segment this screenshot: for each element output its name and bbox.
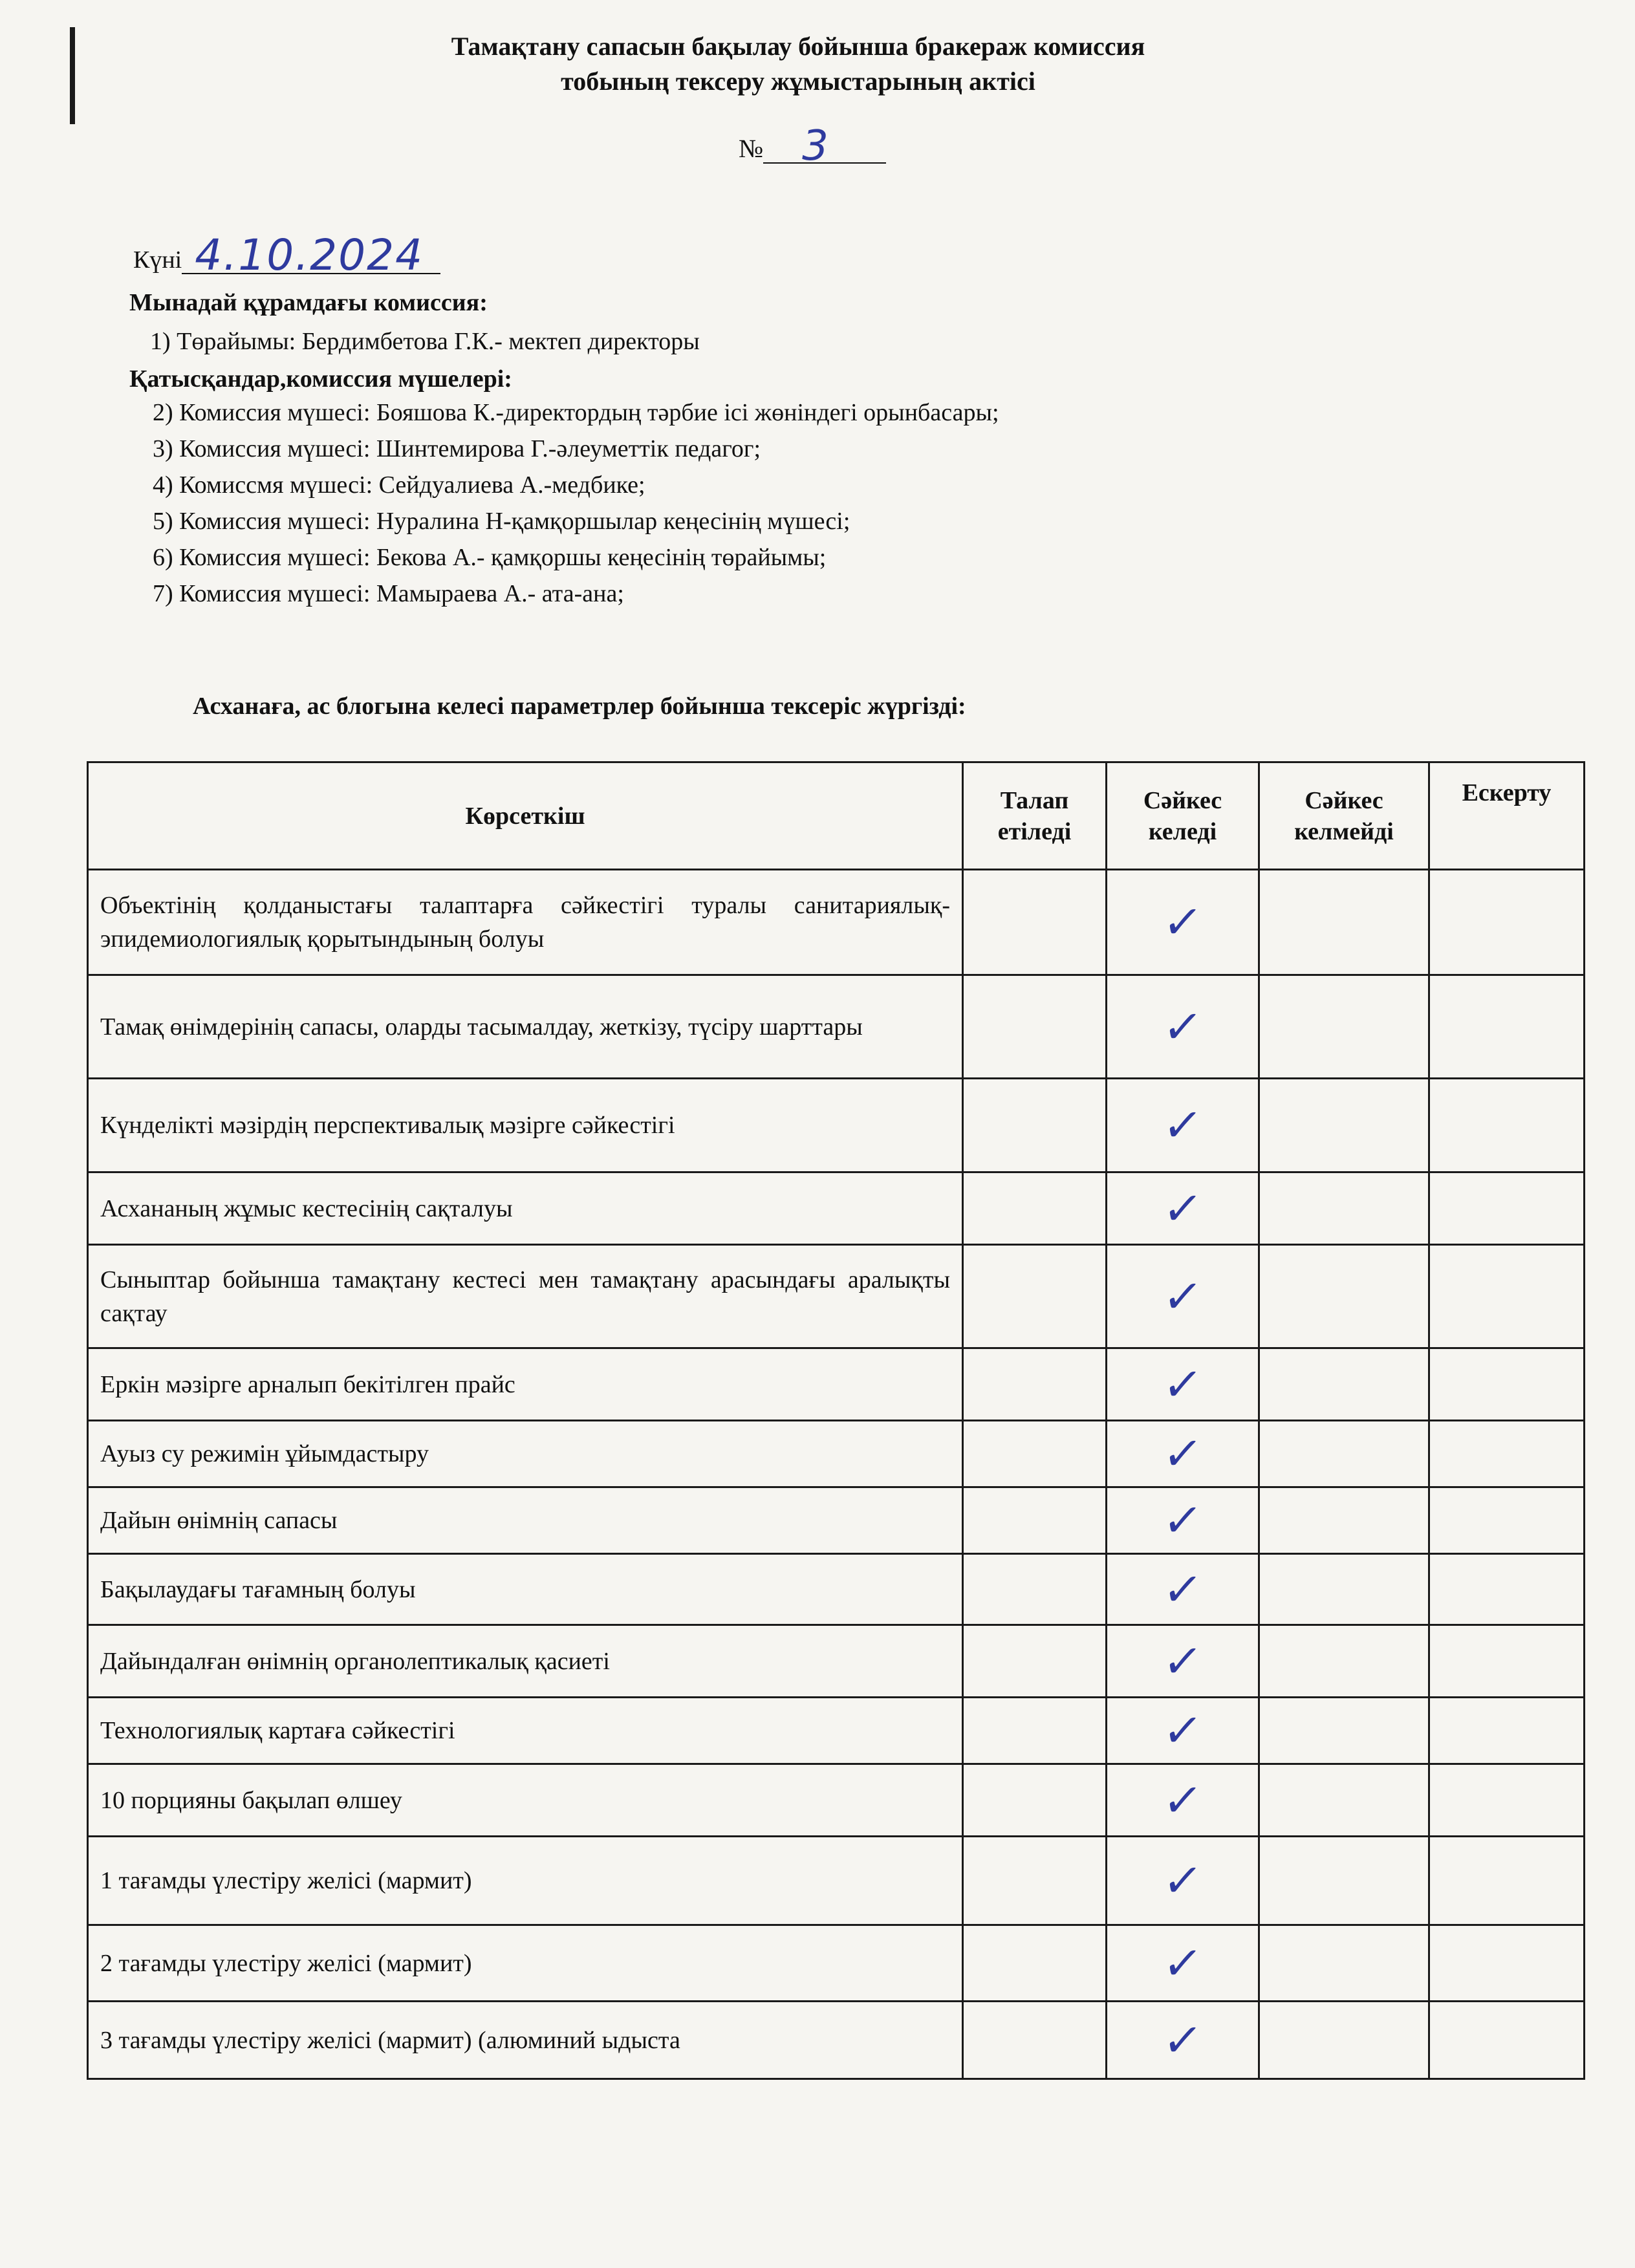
required-cell — [963, 1698, 1107, 1764]
date-label: Күні — [133, 246, 182, 274]
complies-cell — [1107, 1837, 1259, 1925]
indicator-cell: Сыныптар бойынша тамақтану кестесі мен тамақтану арасындағы аралықты сақтау — [88, 1245, 963, 1348]
act-number — [739, 122, 886, 170]
table-row — [88, 2002, 1585, 2079]
member-line: 6) Комиссия мүшесі: Бекова А.- қамқоршы кеңесінің төрайымы; — [153, 544, 827, 571]
member-line: 3) Комиссия мүшесі: Шинтемирова Г.-әлеуметтік педагог; — [153, 435, 761, 462]
table-row — [88, 1245, 1585, 1348]
handwritten-check-icon: ✓ — [1160, 1269, 1206, 1323]
act-date — [133, 230, 440, 280]
col-header-indicator: Көрсеткіш — [88, 762, 963, 870]
commission-heading: Мынадай құрамдағы комиссия: — [129, 289, 488, 316]
handwritten-check-icon: ✓ — [1160, 1562, 1206, 1616]
required-cell — [963, 1348, 1107, 1421]
complies-cell — [1107, 1245, 1259, 1348]
indicator-cell: 3 тағамды үлестіру желісі (мармит) (алюминий ыдыста — [88, 2002, 963, 2079]
table-row — [88, 1837, 1585, 1925]
required-cell — [963, 1245, 1107, 1348]
note-cell — [1429, 1348, 1585, 1421]
not-complies-cell — [1259, 1625, 1429, 1698]
member-line: 4) Комиссмя мүшесі: Сейдуалиева А.-медбике; — [153, 471, 645, 499]
indicator-cell: 10 порцияны бақылап өлшеу — [88, 1764, 963, 1837]
indicator-cell: 2 тағамды үлестіру желісі (мармит) — [88, 1925, 963, 2002]
note-cell — [1429, 1245, 1585, 1348]
handwritten-check-icon: ✓ — [1160, 2013, 1206, 2067]
required-cell — [963, 1487, 1107, 1554]
handwritten-check-icon: ✓ — [1160, 1634, 1206, 1688]
not-complies-cell — [1259, 1487, 1429, 1554]
indicator-cell: Тамақ өнімдерінің сапасы, оларды тасымалдау, жеткізу, түсіру шарттары — [88, 975, 963, 1079]
col-header-note: Ескерту — [1429, 762, 1585, 870]
complies-cell — [1107, 1764, 1259, 1837]
member-line: 2) Комиссия мүшесі: Бояшова К.-директордың тәрбие ісі жөніндегі орынбасары; — [153, 399, 999, 426]
indicator-cell: Дайын өнімнің сапасы — [88, 1487, 963, 1554]
complies-cell — [1107, 1487, 1259, 1554]
table-row — [88, 1079, 1585, 1172]
indicator-cell: Объектінің қолданыстағы талаптарға сәйкестігі туралы санитариялық-эпидемиологиялық қорытындының болуы — [88, 870, 963, 975]
indicator-cell: 1 тағамды үлестіру желісі (мармит) — [88, 1837, 963, 1925]
complies-cell — [1107, 1554, 1259, 1625]
note-cell — [1429, 975, 1585, 1079]
table-row — [88, 1172, 1585, 1245]
not-complies-cell — [1259, 1079, 1429, 1172]
complies-cell — [1107, 1625, 1259, 1698]
indicator-cell: Технологиялық картаға сәйкестігі — [88, 1698, 963, 1764]
required-cell — [963, 1625, 1107, 1698]
document-title-line2: тобының тексеру жұмыстарының актісі — [561, 67, 1035, 96]
handwritten-check-icon: ✓ — [1160, 1773, 1206, 1827]
table-row — [88, 1554, 1585, 1625]
inspection-table — [87, 761, 1585, 2080]
handwritten-check-icon: ✓ — [1160, 1494, 1206, 1547]
required-cell — [963, 1925, 1107, 2002]
indicator-cell: Ауыз су режимін ұйымдастыру — [88, 1421, 963, 1487]
note-cell — [1429, 1079, 1585, 1172]
complies-cell — [1107, 1698, 1259, 1764]
handwritten-check-icon: ✓ — [1160, 1854, 1206, 1907]
indicator-cell: Бақылаудағы тағамның болуы — [88, 1554, 963, 1625]
inspection-section-title: Асханаға, ас блогына келесі параметрлер бойынша тексеріс жүргізді: — [193, 693, 966, 720]
complies-cell — [1107, 1925, 1259, 2002]
note-cell — [1429, 1625, 1585, 1698]
commission-chair: 1) Төрайымы: Бердимбетова Г.К.- мектеп директоры — [150, 328, 700, 355]
not-complies-cell — [1259, 1245, 1429, 1348]
not-complies-cell — [1259, 1554, 1429, 1625]
note-cell — [1429, 2002, 1585, 2079]
complies-cell — [1107, 1348, 1259, 1421]
not-complies-cell — [1259, 1172, 1429, 1245]
handwritten-check-icon: ✓ — [1160, 1099, 1206, 1152]
handwritten-check-icon: ✓ — [1160, 1936, 1206, 1990]
required-cell — [963, 1421, 1107, 1487]
note-cell — [1429, 1837, 1585, 1925]
not-complies-cell — [1259, 2002, 1429, 2079]
required-cell — [963, 1554, 1107, 1625]
complies-cell — [1107, 2002, 1259, 2079]
handwritten-check-icon: ✓ — [1160, 1704, 1206, 1757]
required-cell — [963, 2002, 1107, 2079]
number-label: № — [739, 134, 764, 163]
col-header-not-complies: Сәйкес келмейді — [1259, 762, 1429, 870]
date-value: 4.10.2024 — [195, 230, 424, 280]
indicator-cell: Асхананың жұмыс кестесінің сақталуы — [88, 1172, 963, 1245]
handwritten-check-icon: ✓ — [1160, 1000, 1206, 1053]
complies-cell — [1107, 1172, 1259, 1245]
required-cell — [963, 1837, 1107, 1925]
note-cell — [1429, 870, 1585, 975]
table-row — [88, 1698, 1585, 1764]
table-row — [88, 1625, 1585, 1698]
table-header-row — [88, 762, 1585, 870]
handwritten-check-icon: ✓ — [1160, 896, 1206, 949]
table-row — [88, 1764, 1585, 1837]
not-complies-cell — [1259, 975, 1429, 1079]
note-cell — [1429, 1764, 1585, 1837]
required-cell — [963, 1764, 1107, 1837]
indicator-cell: Еркін мәзірге арналып бекітілген прайс — [88, 1348, 963, 1421]
not-complies-cell — [1259, 1837, 1429, 1925]
handwritten-check-icon: ✓ — [1160, 1427, 1206, 1480]
note-cell — [1429, 1487, 1585, 1554]
col-header-required: Талап етіледі — [963, 762, 1107, 870]
not-complies-cell — [1259, 870, 1429, 975]
table-row — [88, 975, 1585, 1079]
handwritten-check-icon: ✓ — [1160, 1182, 1206, 1235]
complies-cell — [1107, 1421, 1259, 1487]
complies-cell — [1107, 870, 1259, 975]
table-row — [88, 1925, 1585, 2002]
not-complies-cell — [1259, 1764, 1429, 1837]
not-complies-cell — [1259, 1698, 1429, 1764]
table-row — [88, 1421, 1585, 1487]
note-cell — [1429, 1172, 1585, 1245]
document-title-line1: Тамақтану сапасын бақылау бойынша бракераж комиссия — [451, 32, 1145, 61]
member-line: 7) Комиссия мүшесі: Мамыраева А.- ата-ана; — [153, 580, 624, 607]
required-cell — [963, 975, 1107, 1079]
note-cell — [1429, 1421, 1585, 1487]
table-row — [88, 870, 1585, 975]
handwritten-check-icon: ✓ — [1160, 1357, 1206, 1411]
not-complies-cell — [1259, 1421, 1429, 1487]
complies-cell — [1107, 1079, 1259, 1172]
number-value: 3 — [802, 122, 828, 170]
required-cell — [963, 1079, 1107, 1172]
note-cell — [1429, 1925, 1585, 2002]
note-cell — [1429, 1698, 1585, 1764]
not-complies-cell — [1259, 1348, 1429, 1421]
indicator-cell: Дайындалған өнімнің органолептикалық қасиеті — [88, 1625, 963, 1698]
table-row — [88, 1348, 1585, 1421]
participants-heading: Қатысқандар,комиссия мүшелері: — [129, 365, 512, 393]
required-cell — [963, 870, 1107, 975]
note-cell — [1429, 1554, 1585, 1625]
not-complies-cell — [1259, 1925, 1429, 2002]
required-cell — [963, 1172, 1107, 1245]
table-row — [88, 1487, 1585, 1554]
col-header-complies: Сәйкес келеді — [1107, 762, 1259, 870]
indicator-cell: Күнделікті мәзірдің перспективалық мәзірге сәйкестігі — [88, 1079, 963, 1172]
member-line: 5) Комиссия мүшесі: Нуралина Н-қамқоршылар кеңесінің мүшесі; — [153, 508, 850, 535]
complies-cell — [1107, 975, 1259, 1079]
